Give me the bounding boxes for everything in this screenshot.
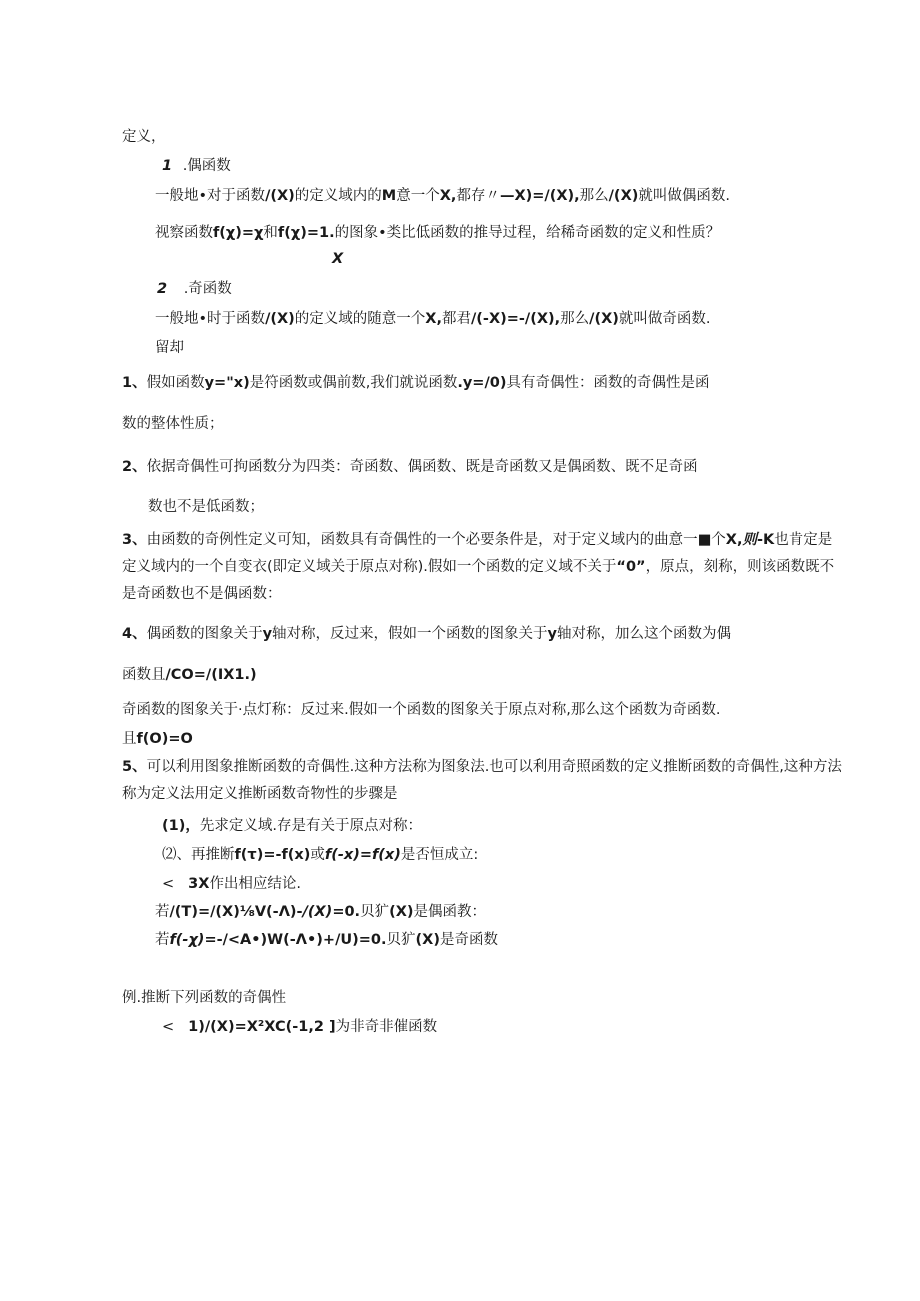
note-heading xyxy=(155,338,184,358)
text: < xyxy=(162,1019,175,1035)
point-4-odd-condition xyxy=(122,729,193,749)
definition-heading xyxy=(122,127,166,147)
text: 例.推断下列函数的奇偶性 xyxy=(122,990,287,1006)
text: 那么 xyxy=(560,311,590,327)
text: 和 xyxy=(263,225,278,241)
text: 贝犷 xyxy=(360,904,390,920)
text: 一般地•对于函数 xyxy=(155,188,266,204)
math: ∕(X) xyxy=(302,904,333,920)
number: (1)， xyxy=(162,818,200,834)
text: 的图象•类比低函数的推导过程，给稀奇函数的定义和性质？ xyxy=(334,225,721,241)
text: 都存〃 xyxy=(456,188,500,204)
math: y="x) xyxy=(204,375,250,391)
math: /CO=/(IX1.) xyxy=(165,667,257,683)
odd-function-definition xyxy=(155,309,711,329)
text: 留却 xyxy=(155,340,184,356)
text: 函数且 xyxy=(122,667,166,683)
math: X, xyxy=(425,311,442,327)
text: 则 xyxy=(742,532,757,548)
text: 那么 xyxy=(579,188,609,204)
number: 5、 xyxy=(122,759,147,775)
text: ⑵、再推断 xyxy=(162,847,235,863)
math: X, xyxy=(725,532,743,548)
even-function-heading xyxy=(162,156,231,176)
number: 3、 xyxy=(122,532,147,548)
math: =0. xyxy=(332,904,361,920)
math: f(χ)=χ xyxy=(213,225,264,241)
even-function-definition xyxy=(155,186,730,206)
text: 且 xyxy=(122,731,137,747)
text: 意一个 xyxy=(396,188,440,204)
math: /(X) xyxy=(608,188,639,204)
point-2-continued xyxy=(148,497,264,517)
text: 可以利用图象推断函数的奇偶性.这种方法称为图象法.也可以利用奇照函数的定义推断函数的奇偶性,这种方法称为定义法用定义推断函数奇物性的步骤是 xyxy=(122,759,842,802)
step-3 xyxy=(162,874,301,894)
quoted-zero: “0” xyxy=(616,559,646,575)
math: /(X) xyxy=(589,311,619,327)
text: 就叫做奇函数. xyxy=(618,311,711,327)
point-5 xyxy=(122,754,844,808)
point-1 xyxy=(122,373,709,393)
text: 的定义域的随意一个 xyxy=(294,311,426,327)
odd-function-heading xyxy=(157,279,232,299)
math: f(τ)=-f(x) xyxy=(234,847,311,863)
math: X xyxy=(332,251,344,267)
math: f(-χ) xyxy=(169,932,205,948)
example-1 xyxy=(162,1017,437,1037)
math: y xyxy=(262,626,273,642)
text: 也肯定是定义域内的一个自变衣(即定义域关于原点对称).假如一个函数的定义域不关于 xyxy=(122,532,833,575)
text: ，原点，刻称，则该函数既不是奇函数也不是偶函数： xyxy=(122,559,835,602)
text: 是否恒成立: xyxy=(400,847,479,863)
point-1-continued xyxy=(122,414,224,434)
text: 数也不是低函数； xyxy=(148,499,264,515)
math: -K xyxy=(757,532,775,548)
math: —X)=/(X), xyxy=(499,188,580,204)
number: 2 xyxy=(157,281,168,297)
text: 轴对称，反过来，假如一个函数的图象关于 xyxy=(272,626,548,642)
number: 4、 xyxy=(122,626,147,642)
text: 假如函数 xyxy=(146,375,205,391)
text: 作出相应结论. xyxy=(209,876,302,892)
example-title xyxy=(122,988,286,1008)
text: 是奇函数 xyxy=(439,932,498,948)
rule-even xyxy=(155,902,486,922)
text: 一般地•时于函数 xyxy=(155,311,266,327)
math: M xyxy=(381,188,397,204)
math: f(O)=O xyxy=(136,731,193,747)
text: 偶函数的图象关于 xyxy=(146,626,263,642)
point-2 xyxy=(122,457,698,477)
number: 1 xyxy=(162,158,173,174)
text: .偶函数 xyxy=(182,158,231,174)
observe-functions-line xyxy=(155,223,720,243)
text: 依据奇偶性可拘函数分为四类：奇函数、偶函数、既是奇函数又是偶函数、既不足奇函 xyxy=(146,459,698,475)
point-4-even-condition xyxy=(122,665,257,685)
text: .奇函数 xyxy=(183,281,232,297)
text: 轴对称，加么这个函数为偶 xyxy=(557,626,731,642)
text: 就叫做偶函数. xyxy=(638,188,730,204)
point-4 xyxy=(122,624,731,644)
math: y xyxy=(547,626,557,642)
text: 数的整体性质； xyxy=(122,416,224,432)
math: (X) xyxy=(389,904,414,920)
math: =-/<A•)W(-Λ•)+/U)=0. xyxy=(204,932,387,948)
math: 1)/(X)=X²XC(-1,2 ] xyxy=(188,1019,336,1035)
text: 是符函数或偶前数,我们就说函数 xyxy=(249,375,458,391)
math: (X) xyxy=(415,932,440,948)
text: 或 xyxy=(310,847,325,863)
text: 贝犷 xyxy=(386,932,416,948)
math: /(T)=/(X)⅛V(-Λ)- xyxy=(169,904,303,920)
text: 定义， xyxy=(122,129,166,145)
text: 若 xyxy=(155,904,170,920)
math: X, xyxy=(439,188,457,204)
text: 为非奇非催函数 xyxy=(335,1019,438,1035)
step-1 xyxy=(162,816,422,836)
text: 是偶函教： xyxy=(413,904,486,920)
text: 的定义域内的 xyxy=(294,188,382,204)
text: 由函数的奇例性定义可知，函数具有奇偶性的一个必要条件是，对于定义域内的曲意一■个 xyxy=(146,532,726,548)
step-2 xyxy=(162,845,478,865)
number: 1、 xyxy=(122,375,147,391)
math: /(X) xyxy=(265,188,295,204)
text: 具有奇偶性：函数的奇偶性是函 xyxy=(506,375,710,391)
point-4-odd-statement xyxy=(122,700,720,720)
text: 先求定义域.存是有关于原点对称： xyxy=(199,818,422,834)
math: 3X xyxy=(188,876,210,892)
text: 视察函数 xyxy=(155,225,213,241)
math: .y=/0) xyxy=(457,375,507,391)
text: 都君 xyxy=(442,311,471,327)
math: f(χ)=1. xyxy=(277,225,335,241)
math: /(X) xyxy=(265,311,295,327)
rule-odd xyxy=(155,930,498,950)
number: 2、 xyxy=(122,459,147,475)
math: f(-x)=f(x) xyxy=(324,847,401,863)
point-3 xyxy=(122,527,844,608)
text: 奇函数的图象关于·点灯称：反过来.假如一个函数的图象关于原点对称,那么这个函数为奇函数. xyxy=(122,702,721,718)
text: 若 xyxy=(155,932,170,948)
text: < xyxy=(162,876,175,892)
fraction-denominator xyxy=(332,249,343,269)
math: /(-X)=-/(X), xyxy=(471,311,561,327)
